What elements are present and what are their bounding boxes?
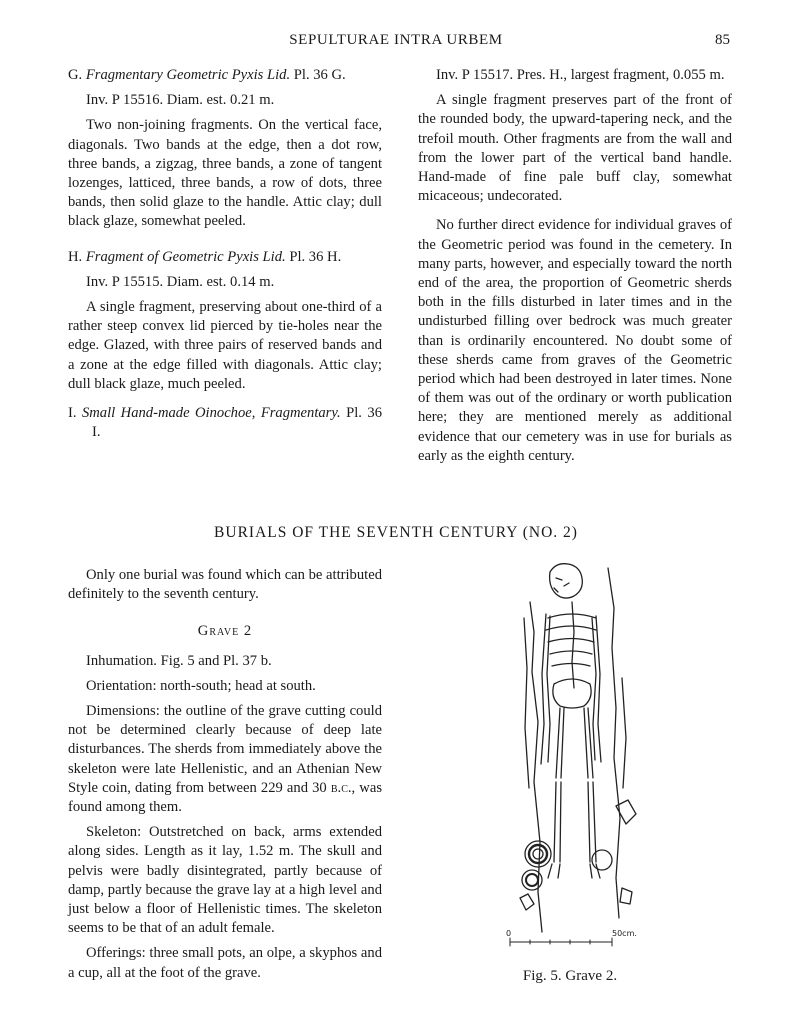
entry-h-letter: H. bbox=[68, 248, 83, 265]
scale-end-label: 50cm. bbox=[612, 929, 637, 938]
spine bbox=[572, 602, 574, 688]
figure-caption: Fig. 5. Grave 2. bbox=[522, 968, 618, 984]
entry-g-letter: G. bbox=[68, 67, 83, 83]
entry-g-inv: Inv. P 15516. Diam. est. 0.21 m. bbox=[86, 92, 275, 109]
entry-h-plate: Pl. 36 H. bbox=[289, 248, 342, 265]
grave-drawing bbox=[490, 558, 660, 958]
inhumation-line: Inhumation. Fig. 5 and Pl. 37 b. bbox=[86, 652, 272, 669]
dimensions-paragraph bbox=[68, 702, 382, 817]
intro-paragraph: Only one burial was found which can be attributed definitely to the seventh century. bbox=[68, 567, 382, 603]
entry-g-heading bbox=[68, 66, 382, 85]
dimensions-bc: b.c. bbox=[330, 779, 352, 796]
ribcage bbox=[546, 614, 596, 666]
entry-h-desc: A single fragment, preserving about one-third of a rather steep convex lid pierced by tie-holes near the edge. Glazed, with three pairs of reserved bands and a zone at the edge filled with diagonals. Attic clay; dull black glaze, much peeled. bbox=[68, 299, 382, 392]
entry-i-heading bbox=[68, 404, 382, 442]
skeleton-paragraph: Skeleton: Outstretched on back, arms extended along sides. Length as it lay, 1.52 m. The skull and pelvis were badly disintegrated, partly because of damp, partly because the grave lay at a high level and just below a floor of Hellenistic times. The skeleton seems to be that of an adult female. bbox=[68, 824, 382, 937]
section-heading: BURIALS OF THE SEVENTH CENTURY (NO. 2) bbox=[214, 524, 578, 541]
entry-h-inv: Inv. P 15515. Diam. est. 0.14 m. bbox=[86, 273, 275, 290]
left-column-top bbox=[68, 66, 382, 448]
entry-h-heading bbox=[68, 248, 382, 267]
right-column-top bbox=[418, 66, 732, 472]
geometric-evidence-paragraph: No further direct evidence for individual graves of the Geometric period was found in the cemetery. In many parts, however, and especially toward the north end of the area, the proportion of Geometric sherds both in the fills disturbed in later times and in the undisturbed filling over bedrock was much greater than is ordinarily encountered. No doubt some of these sherds came from graves of the Geometric period which had been destroyed in later times. None of them was out of the ordinary or worth publication here; they are mentioned merely as additional evidence that our cemetery was in use for burials as early as the eighth century. bbox=[418, 217, 732, 464]
skull-outline bbox=[550, 564, 583, 598]
grave-figure bbox=[490, 558, 660, 958]
entry-i-title: Small Hand-made Oinochoe, Fragmentary. bbox=[81, 405, 341, 422]
dimensions-text-a: Dimensions: the outline of the grave cutting could not be determined clearly because of deep late disturbances. The sherds from immediately above the skeleton were late Hellenistic, and an Athenian New Style coin, dating from between 229 and 30 bbox=[68, 703, 382, 796]
grave-edge-left bbox=[530, 602, 542, 932]
running-head: SEPULTURAE INTRA URBEM bbox=[289, 32, 503, 48]
scale-bar bbox=[510, 938, 612, 946]
entry-g-desc: Two non-joining fragments. On the vertical face, diagonals. Two bands at the edge, then a dot row, three bands, a zigzag, three bands, a zone of tangent lozenges, latticed, three bands, a row of dots, three bands, then solid glaze to the handle. Attic clay; dull black glaze, somewhat peeled. bbox=[68, 117, 382, 230]
right-arm bbox=[596, 616, 601, 762]
entry-i-plate: Pl. 36 I. bbox=[92, 405, 382, 441]
left-column-bottom bbox=[68, 566, 382, 989]
right-femur bbox=[584, 708, 593, 778]
entry-g-title: Fragmentary Geometric Pyxis Lid. bbox=[85, 67, 291, 83]
scale-zero-label: 0 bbox=[506, 929, 512, 938]
entry-h-title: Fragment of Geometric Pyxis Lid. bbox=[85, 248, 286, 265]
dimensions-text-b: , was found among them. bbox=[68, 779, 382, 816]
entry-i-inv: Inv. P 15517. Pres. H., largest fragment, 0.055 m. bbox=[436, 67, 725, 83]
grave-title: Grave 2 bbox=[197, 623, 253, 640]
right-tibia bbox=[588, 782, 596, 862]
pelvis bbox=[553, 679, 591, 708]
entry-i-letter: I. bbox=[68, 405, 77, 422]
entry-g-plate: Pl. 36 G. bbox=[293, 67, 346, 83]
left-femur bbox=[556, 708, 564, 778]
pot-3 bbox=[592, 850, 612, 870]
page-number: 85 bbox=[715, 32, 730, 48]
entry-i-desc: A single fragment preserves part of the front of the rounded body, the upward-tapering neck, and the trefoil mouth. Other fragments are from the wall and from the lower part of the vertical band handle. Hand-made of fine pale buff clay, somewhat micaceous; undecorated. bbox=[418, 92, 732, 205]
orientation-line: Orientation: north-south; head at south. bbox=[86, 677, 316, 694]
offerings-paragraph: Offerings: three small pots, an olpe, a skyphos and a cup, all at the foot of the grave. bbox=[68, 945, 382, 981]
left-arm bbox=[541, 614, 546, 764]
page-header bbox=[0, 32, 792, 52]
left-tibia bbox=[554, 782, 561, 862]
